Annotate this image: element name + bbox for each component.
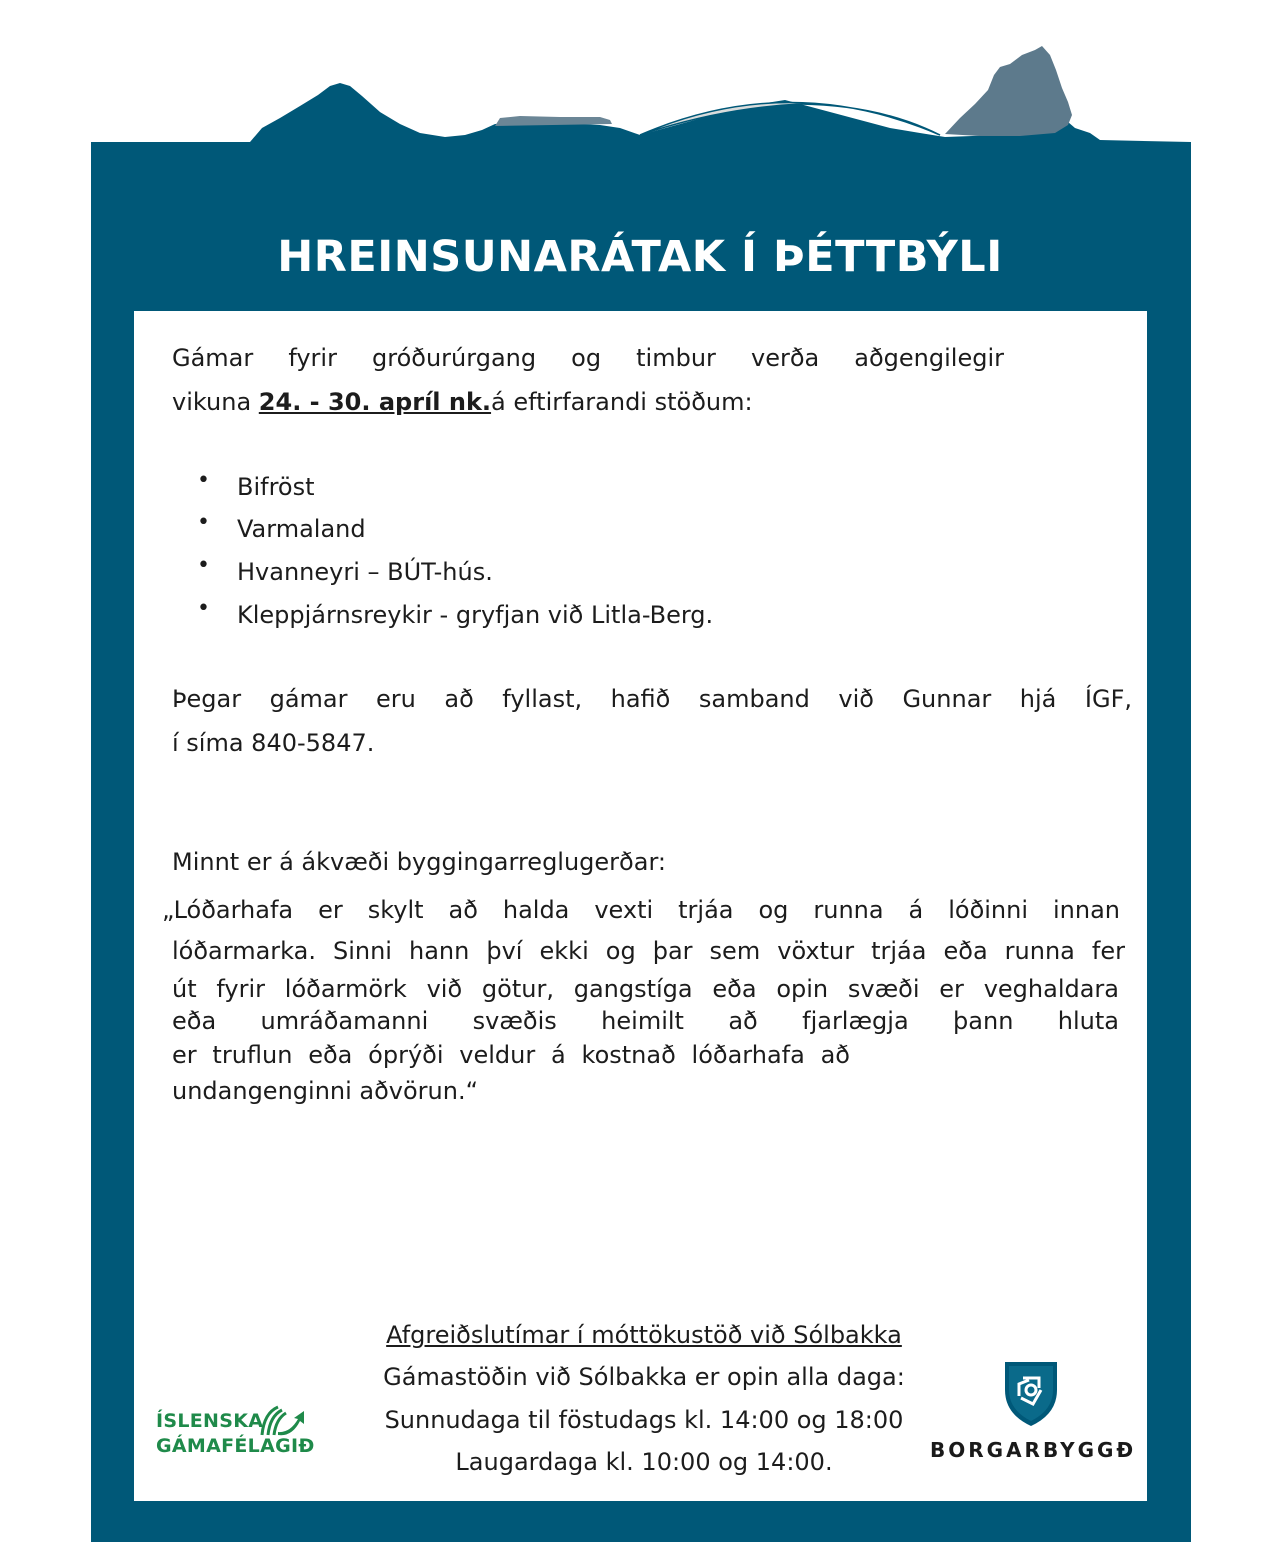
regulation-line: er truflun eða óprýði veldur á kostnað lóðarhafa að <box>172 1041 850 1069</box>
borgarbyggd-logo <box>930 1360 1137 1470</box>
regulation-line: „Lóðarhafa er skylt að halda vexti trjáa og runna á lóðinni innan <box>162 896 1120 924</box>
hours-line-3: Laugardaga kl. 10:00 og 14:00. <box>455 1448 833 1476</box>
igf-swoosh-icon <box>258 1405 308 1437</box>
igf-logo-line-2: GÁMAFÉLAGIÐ <box>156 1435 315 1457</box>
regulation-line: út fyrir lóðarmörk við götur, gangstíga eða opin svæði er veghaldara <box>172 975 1119 1003</box>
intro-dates: 24. - 30. apríl nk. <box>258 388 492 416</box>
regulation-line: lóðarmarka. Sinni hann því ekki og þar sem vöxtur trjáa eða runna fer <box>172 937 1125 965</box>
shield-icon <box>1003 1360 1059 1428</box>
hours-line-2: Sunnudaga til föstudags kl. 14:00 og 18:00 <box>384 1406 904 1434</box>
borgarbyggd-name: BORGARBYGGÐ <box>930 1438 1137 1462</box>
hours-line-1: Gámastöðin við Sólbakka er opin alla daga: <box>383 1363 905 1391</box>
page-title: HREINSUNARÁTAK Í ÞÉTTBÝLI <box>277 232 1003 282</box>
intro-line-2 <box>172 386 753 418</box>
contact-line-1: Þegar gámar eru að fyllast, hafið samband við Gunnar hjá ÍGF, <box>172 685 1132 713</box>
bullet-icon: • <box>197 596 210 621</box>
bullet-icon: • <box>197 510 210 535</box>
intro-prefix: vikuna <box>172 388 259 416</box>
contact-line-2: í síma 840-5847. <box>172 729 375 757</box>
intro-suffix: á eftirfarandi stöðum: <box>491 388 753 416</box>
mountain-skyline-icon <box>0 0 1280 150</box>
regulation-line: eða umráðamanni svæðis heimilt að fjarlægja þann hluta <box>172 1007 1119 1035</box>
regulation-line: undangenginni aðvörun.“ <box>172 1077 479 1105</box>
igf-logo-line-1: ÍSLENSKA <box>156 1410 264 1432</box>
hours-heading: Afgreiðslutímar í móttökustöð við Sólbakka <box>386 1321 902 1349</box>
regulation-heading: Minnt er á ákvæði byggingarreglugerðar: <box>172 848 666 876</box>
igf-logo <box>156 1405 316 1465</box>
intro-line-1: Gámar fyrir gróðurúrgang og timbur verða aðgengilegir <box>172 344 1004 372</box>
bullet-icon: • <box>197 553 210 578</box>
bullet-icon: • <box>197 468 210 493</box>
